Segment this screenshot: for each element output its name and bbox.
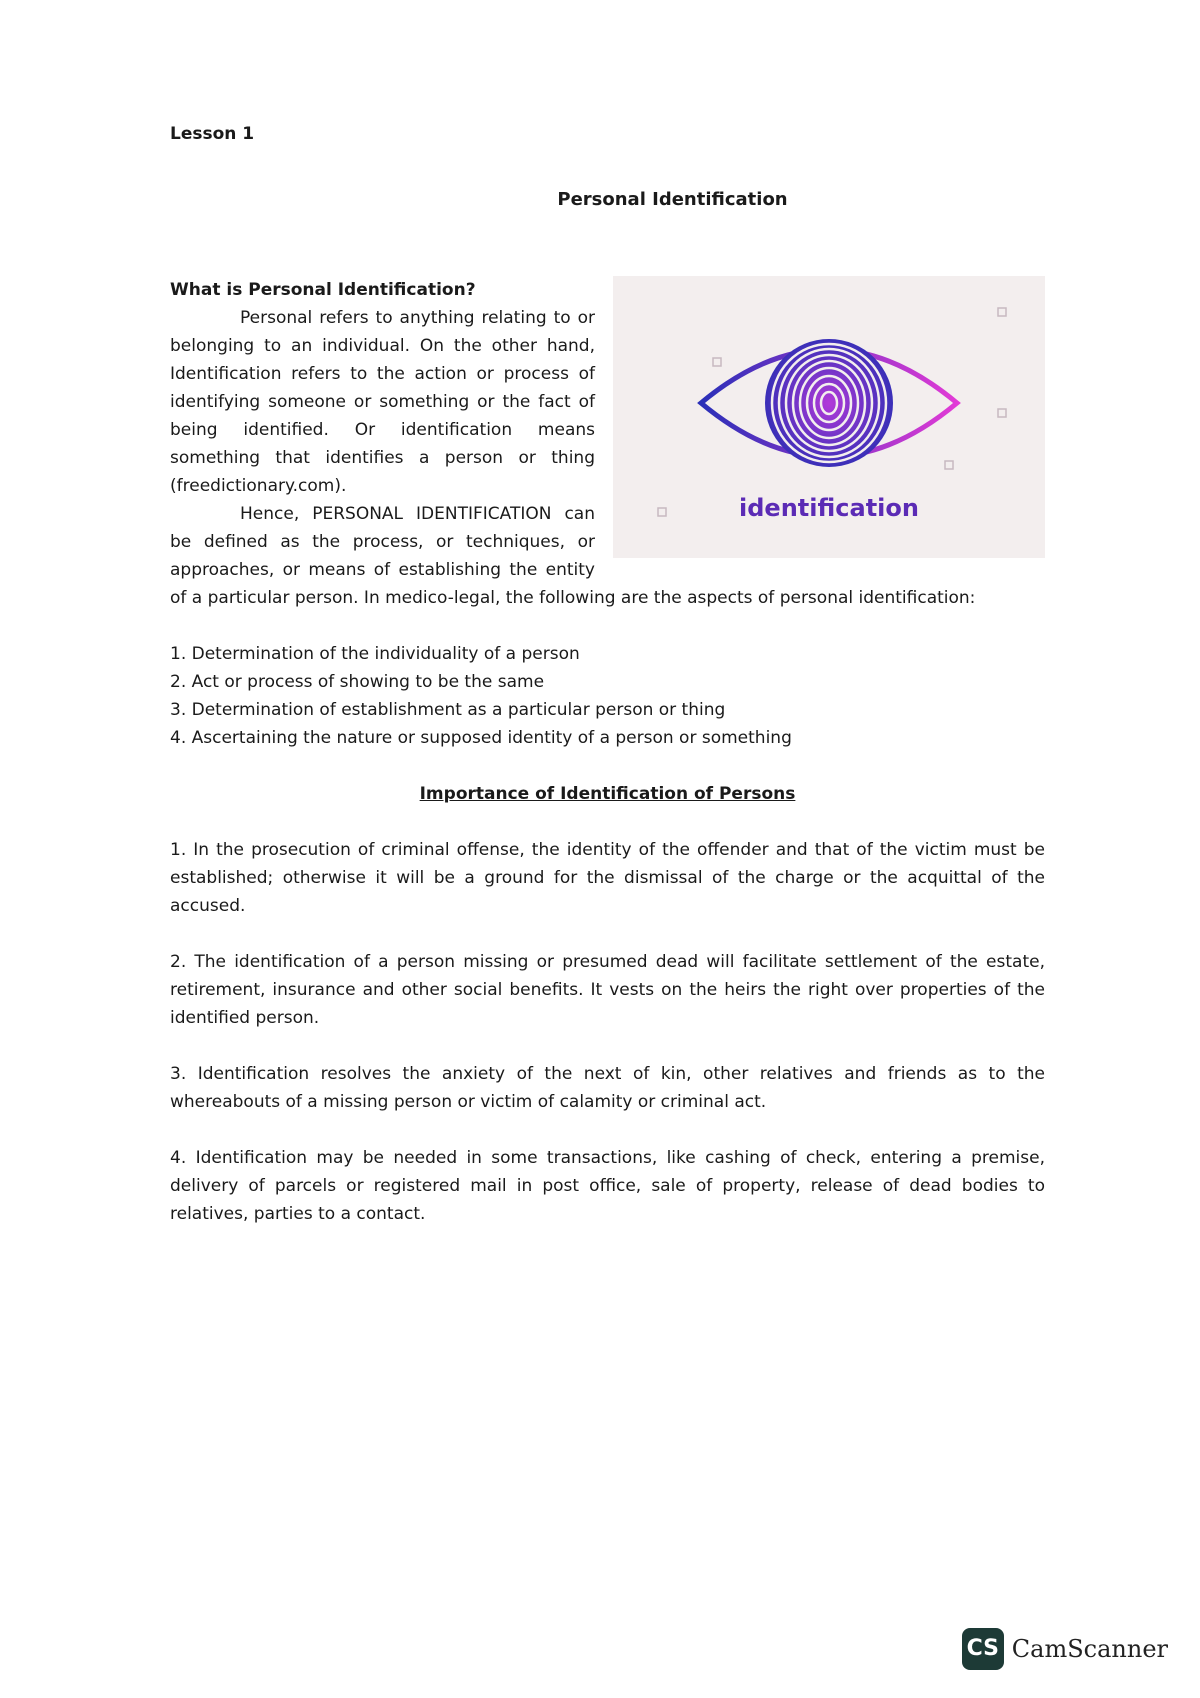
fingerprint-eye-icon [613, 276, 1045, 558]
list-item: 4. Ascertaining the nature or supposed identity of a person or something [170, 728, 792, 748]
list-item: 4. Identification may be needed in some transactions, like cashing of check, entering a premise, delivery of parcels or registered mail in post office, sale of property, release of dead bodies to relatives, parties to a contact. [170, 1148, 1045, 1224]
list-item: 1. Determination of the individuality of a person [170, 644, 580, 664]
aspects-list [170, 640, 1045, 752]
list-item: 1. In the prosecution of criminal offense, the identity of the offender and that of the victim must be established; otherwise it will be a ground for the dismissal of the charge or the acquittal of the accused. [170, 840, 1045, 916]
document-title: Personal Identification [557, 189, 788, 210]
list-item: 3. Determination of establishment as a particular person or thing [170, 700, 726, 720]
importance-heading: Importance of Identification of Persons [419, 784, 796, 804]
lesson-label: Lesson 1 [170, 124, 255, 144]
intro-paragraph-1: Personal refers to anything relating to or belonging to an individual. On the other hand, Identification refers to the action or process of identifying someone or something or the fact of being identified. Or identification means something that identifies a person or thing (freedictionary.com). [170, 308, 595, 496]
camscanner-name: CamScanner [1011, 1635, 1168, 1663]
list-item: 2. The identification of a person missing or presumed dead will facilitate settlement of the estate, retirement, insurance and other social benefits. It vests on the heirs the right over properties of the identified person. [170, 952, 1045, 1028]
document-body [170, 120, 1045, 1256]
list-item: 3. Identification resolves the anxiety of the next of kin, other relatives and friends as to the whereabouts of a missing person or victim of calamity or criminal act. [170, 1064, 1045, 1112]
camscanner-logo-icon: CS [962, 1628, 1004, 1670]
importance-list [170, 836, 1045, 1228]
list-item: 2. Act or process of showing to be the same [170, 672, 545, 692]
intro-section [170, 276, 1045, 612]
image-caption: identification [739, 494, 919, 522]
intro-heading: What is Personal Identification? [170, 280, 476, 300]
identification-image [613, 276, 1045, 558]
intro-paragraph-2: Hence, PERSONAL IDENTIFICATION can be defined as the process, or techniques, or approaches, or means of establishing the entity of a particular person. In medico-legal, the following are the aspects of personal identification: [170, 504, 976, 608]
camscanner-watermark [962, 1628, 1168, 1670]
